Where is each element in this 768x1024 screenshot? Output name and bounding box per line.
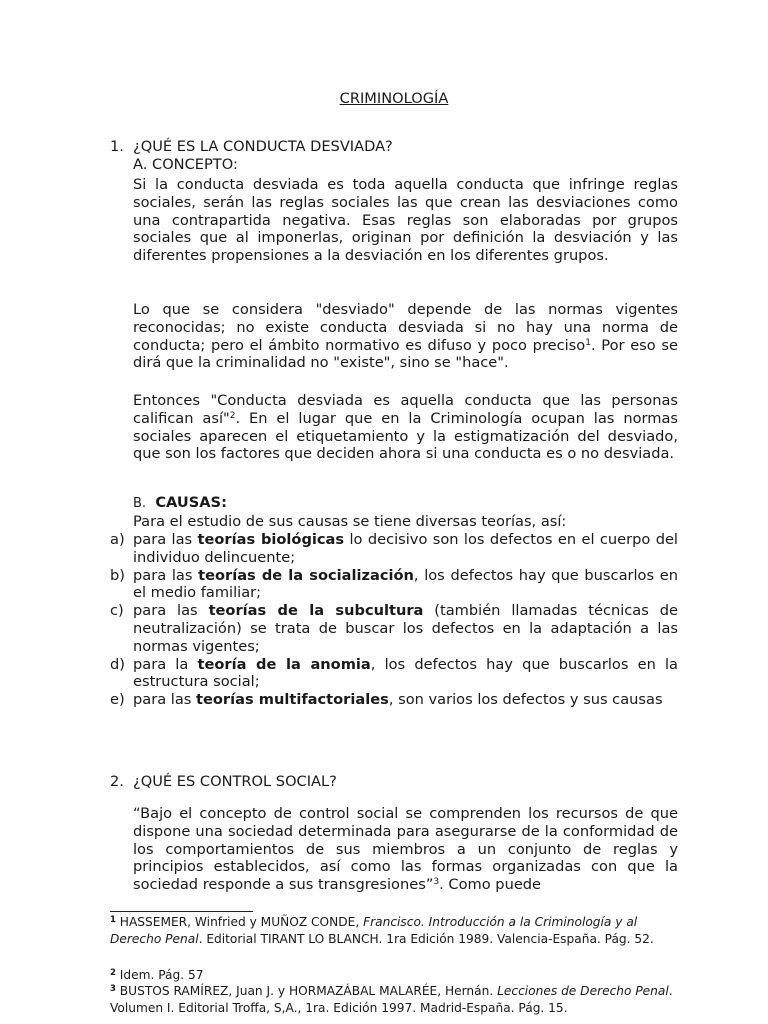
footnote-text: BUSTOS RAMÍREZ, Juan J. y HORMAZÁBAL MALARÉE, Hernán. xyxy=(115,984,498,998)
paragraph-control-social xyxy=(133,805,678,894)
list-item-marker: c) xyxy=(110,602,124,620)
list-item-theory: teorías de la socialización xyxy=(198,566,414,584)
footnote-title: Lecciones de Derecho Penal xyxy=(497,984,669,998)
footnote-3 xyxy=(110,983,678,1017)
list-item-post: lo decisivo son los defectos en el cuerpo del individuo delincuente; xyxy=(133,531,678,566)
list-item-text xyxy=(133,567,678,603)
footnote-number: 3 xyxy=(110,984,116,994)
footnote-separator xyxy=(110,911,253,912)
footnote-2 xyxy=(110,967,678,984)
list-item-post: , los defectos hay que buscarlos en el medio familiar; xyxy=(133,566,678,602)
paragraph-control-social-tail: . Como puede xyxy=(439,876,542,894)
paragraph-concepto: Si la conducta desviada es toda aquella conducta que infringe reglas sociales, serán las reglas sociales las que crean las desviaciones como una contrapartida negativa. Esas reglas son elaboradas por grupos sociales que al imponerlas, originan por definición la desviación y las diferentes propensiones a la desviación en los diferentes grupos. xyxy=(133,176,678,265)
list-item-marker: e) xyxy=(110,691,125,709)
list-item-post: (también llamadas técnicas de neutralización) se trata de buscar los defectos en la adaptación a las normas vigentes; xyxy=(133,602,678,655)
list-item-pre: para las xyxy=(133,531,198,548)
list-item xyxy=(110,567,678,603)
list-item-pre: para las xyxy=(133,566,199,584)
causes-intro: Para el estudio de sus causas se tiene diversas teorías, así: xyxy=(133,513,567,530)
section-2-title: ¿QUÉ ES CONTROL SOCIAL? xyxy=(133,773,337,790)
paragraph-control-social-text: “Bajo el concepto de control social se comprenden los recursos de que dispone una sociedad determinada para asegurarse de la conformidad de los comportamientos de sus miembros a un conjunto de reglas y principios establecidos, así como las formas organizadas con que la sociedad responde a sus transgresiones” xyxy=(133,805,678,894)
list-item xyxy=(110,602,678,655)
subheading-concepto: A. CONCEPTO: xyxy=(133,156,238,173)
list-item xyxy=(110,531,678,567)
footnote-1 xyxy=(110,914,678,948)
list-item-marker: a) xyxy=(110,531,125,548)
section-1-heading xyxy=(110,138,393,156)
list-item-theory: teoría de la anomia xyxy=(197,655,371,673)
list-item-theory: teorías biológicas xyxy=(197,531,345,548)
list-item-post: , los defectos hay que buscarlos en la estructura social; xyxy=(133,655,678,691)
list-item-post: , son varios los defectos y sus causas xyxy=(388,691,663,709)
list-item-pre: para las xyxy=(133,691,197,709)
paragraph-entonces-text: Entonces "Conducta desviada es aquella conducta que las personas califican así" xyxy=(133,392,678,427)
list-item-marker: d) xyxy=(110,655,125,673)
footnote-tail: . Volumen I. Editorial Troffa, S,A., 1ra. Edición 1997. Madrid-España. Pág. 15. xyxy=(110,984,673,1015)
footnote-tail: . Editorial TIRANT LO BLANCH. 1ra Edición 1989. Valencia-España. Pág. 52. xyxy=(198,932,654,946)
list-item xyxy=(110,656,678,692)
document-title: CRIMINOLOGÍA xyxy=(339,90,449,107)
paragraph-entonces xyxy=(133,392,678,463)
footnote-title: Francisco. Introducción a la Criminología y al Derecho Penal xyxy=(110,915,638,946)
list-item-pre: para la xyxy=(133,655,198,673)
list-item-theory: teorías multifactoriales xyxy=(196,691,389,709)
footnote-ref-2: 2 xyxy=(229,410,236,421)
list-item-text xyxy=(133,531,678,567)
paragraph-entonces-tail: . En el lugar que en la Criminología ocupan las normas sociales aparecen el etiquetamiento y la estigmatización del desviado, que son los factores que deciden ahora si una conducta es o no desviada. xyxy=(133,409,679,463)
footnote-ref-3: 3 xyxy=(433,877,440,888)
list-item xyxy=(110,691,678,709)
causes-list xyxy=(110,531,678,709)
section-2-heading xyxy=(110,773,337,791)
subheading-causas xyxy=(133,494,678,513)
footnote-number: 1 xyxy=(110,915,116,925)
subheading-causas-marker: B. xyxy=(133,496,147,511)
list-item-marker: b) xyxy=(110,566,125,584)
footnote-text: Idem. Pág. 57 xyxy=(115,968,204,982)
list-item-text xyxy=(133,602,678,655)
footnote-text: HASSEMER, Winfried y MUÑOZ CONDE, xyxy=(115,915,364,929)
section-2-number: 2. xyxy=(110,773,124,790)
list-item-text xyxy=(133,656,678,692)
section-1-number: 1. xyxy=(110,138,124,155)
paragraph-desviado xyxy=(133,301,678,372)
subheading-causas-label: CAUSAS: xyxy=(155,494,227,511)
list-item-text xyxy=(133,691,678,709)
section-1-title: ¿QUÉ ES LA CONDUCTA DESVIADA? xyxy=(133,138,393,155)
paragraph-desviado-tail: . Por eso se dirá que la criminalidad no "existe", sino se "hace". xyxy=(133,336,679,372)
list-item-pre: para las xyxy=(133,602,209,620)
list-item-theory: teorías de la subcultura xyxy=(208,602,424,620)
footnote-number: 2 xyxy=(110,968,116,978)
paragraph-desviado-text: Lo que se considera "desviado" depende de las normas vigentes reconocidas; no existe conducta desviada si no hay una norma de conducta; pero el ámbito normativo es difuso y poco preciso xyxy=(133,301,678,354)
footnote-ref-1: 1 xyxy=(585,337,591,348)
